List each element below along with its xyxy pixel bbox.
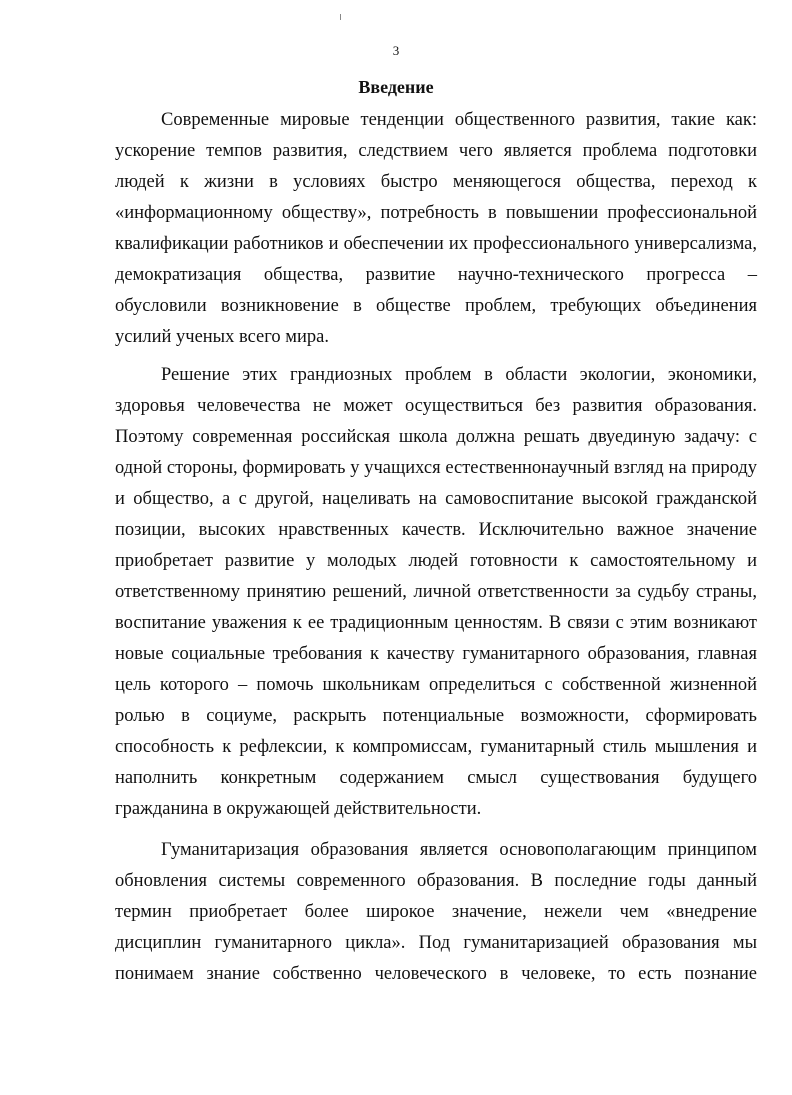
scan-mark (340, 14, 341, 20)
body-text (115, 105, 757, 990)
paragraph-1: Современные мировые тенденции общественного развития, такие как: ускорение темпов развития, следствием чего является проблема подготовки людей к жизни в условиях быстро меняющегося общества, переход к «информационному обществу», потребность в повышении профессиональной квалификации работников и обеспечении их профессионального универсализма, демократизация общества, развитие научно-технического прогресса – обусловили возникновение в обществе проблем, требующих объединения усилий ученых всего мира. (115, 110, 757, 347)
page-number: 3 (392, 43, 400, 58)
paragraph-3: Гуманитаризация образования является основополагающим принципом обновления системы современного образования. В последние годы данный термин приобретает более широкое значение, нежели чем «внедрение дисциплин гуманитарного цикла». Под гуманитаризацией образования мы понимаем знание собственно человеческого в человеке, то есть познание (115, 840, 757, 984)
section-heading: Введение (358, 77, 434, 97)
paragraph-2: Решение этих грандиозных проблем в области экологии, экономики, здоровья человечества не может осуществиться без развития образования. Поэтому современная российская школа должна решать двуединую задачу: с одной стороны, формировать у учащихся естественнонаучный взгляд на природу и общество, а с другой, нацеливать на самовоспитание высокой гражданской позиции, высоких нравственных качеств. Исключительно важное значение приобретает развитие у молодых людей готовности к самостоятельному и ответственному принятию решений, личной ответственности за судьбу страны, воспитание уважения к ее традиционным ценностям. В связи с этим возникают новые социальные требования к качеству гуманитарного образования, главная цель которого – помочь школьникам определиться с собственной жизненной ролью в социуме, раскрыть потенциальные возможности, сформировать способность к рефлексии, к компромиссам, гуманитарный стиль мышления и наполнить конкретным содержанием смысл существования будущего гражданина в окружающей действительности. (115, 365, 757, 819)
